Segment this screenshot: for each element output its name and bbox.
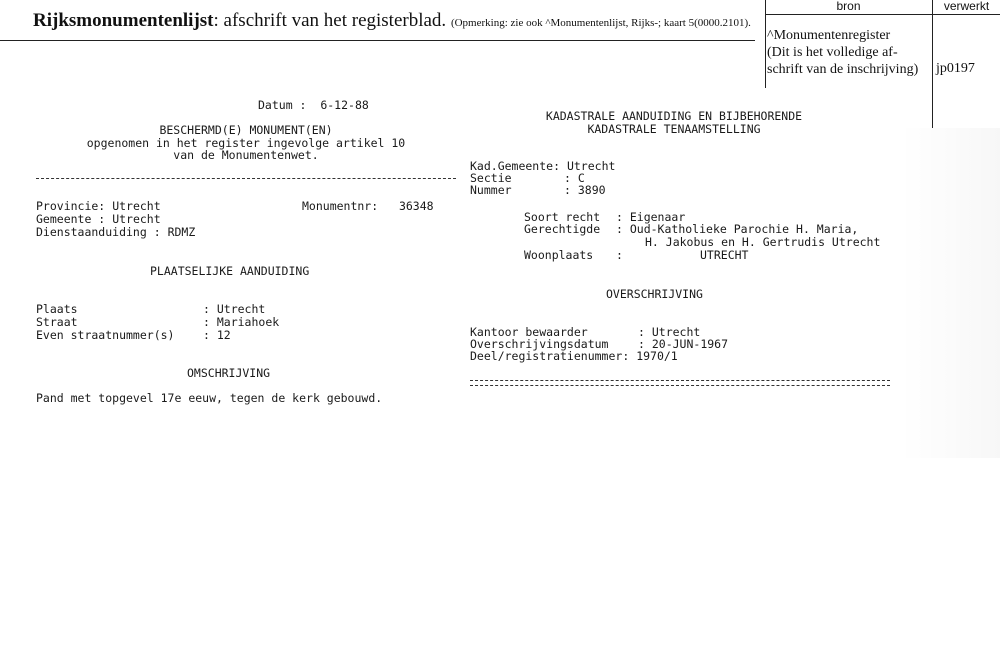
straat-value-row: : Mariahoek xyxy=(203,315,280,329)
scan-shade xyxy=(900,128,1000,458)
deel-label: Deel/registratienummer: xyxy=(470,349,630,363)
overschrijvingsdatum-value: 20-JUN-1967 xyxy=(651,337,729,351)
woonplaats-value: UTRECHT xyxy=(700,248,749,262)
straat-value: Mariahoek xyxy=(216,315,280,329)
monumentnr-label: Monumentnr: xyxy=(302,199,379,213)
even-value: 12 xyxy=(216,328,231,342)
heading-line: BESCHERMD(E) MONUMENT(EN) xyxy=(159,123,333,137)
straat-label: Straat xyxy=(36,315,78,329)
datum-value: 6-12-88 xyxy=(320,98,369,112)
monument-heading xyxy=(36,124,456,162)
gemeente-label: Gemeente : xyxy=(36,212,106,226)
overschrijvingsdatum-value-row: : 20-JUN-1967 xyxy=(638,337,729,351)
kantoor-value: Utrecht xyxy=(651,325,701,339)
gerechtigde-value-row: : Oud-Katholieke Parochie H. Maria, xyxy=(616,222,859,236)
sectie-label: Sectie xyxy=(470,171,512,185)
plaats-heading: PLAATSELIJKE AANDUIDING xyxy=(150,264,310,278)
kad-gemeente-value: Utrecht xyxy=(566,159,616,173)
nummer-value: 3890 xyxy=(577,183,606,197)
heading-line: opgenomen in het register ingevolge artikel 10 xyxy=(86,135,406,150)
source-bron-line: (Dit is het volledige af- xyxy=(767,45,898,60)
heading-line: van de Monumentenwet. xyxy=(173,148,319,162)
gerechtigde-value: Oud-Katholieke Parochie H. Maria, xyxy=(629,222,859,236)
overschrijvingsdatum-label: Overschrijvingsdatum xyxy=(470,337,609,351)
monumentnr-row xyxy=(302,200,434,213)
deel-row xyxy=(470,350,678,363)
source-bron-line: ^Monumentenregister xyxy=(767,28,891,43)
sectie-value-row: : C xyxy=(564,171,585,185)
sectie-value: C xyxy=(577,171,585,185)
soort-label: Soort recht xyxy=(524,210,601,224)
deel-value: 1970/1 xyxy=(636,349,678,363)
even-value-row: : 12 xyxy=(203,328,231,342)
header-note: (Opmerking: zie ook ^Monumentenlijst, Rijks-; kaart 5(0000.2101). xyxy=(450,17,751,29)
omschrijving-text: Pand met topgevel 17e eeuw, tegen de kerk gebouwd. xyxy=(36,391,383,405)
source-col-bron: bron xyxy=(836,0,861,13)
dienst-value: RDMZ xyxy=(167,225,196,239)
gerechtigde-value-2: H. Jakobus en H. Gertrudis Utrecht xyxy=(645,235,881,249)
kadastrale-heading xyxy=(470,110,878,135)
dienst-label: Dienstaanduiding : xyxy=(36,225,161,239)
heading-line: KADASTRALE AANDUIDING EN BIJBEHORENDE xyxy=(545,109,803,123)
source-divider-mid xyxy=(932,0,933,128)
double-dashed-divider xyxy=(470,380,890,386)
gemeente-value: Utrecht xyxy=(112,212,161,226)
provincie-value: Utrecht xyxy=(112,199,161,213)
kantoor-label: Kantoor bewaarder xyxy=(470,325,588,339)
source-header-rule xyxy=(765,14,1000,15)
source-bron-line: schrift van de inschrijving) xyxy=(767,62,919,77)
dashed-divider xyxy=(36,178,456,179)
datum-label: Datum xyxy=(258,98,293,112)
plaats-value: Utrecht xyxy=(216,302,266,316)
soort-value-row: : Eigenaar xyxy=(616,210,686,224)
omschrijving-heading: OMSCHRIJVING xyxy=(187,366,271,380)
provincie-label: Provincie: xyxy=(36,199,106,213)
title-rest: : afschrift van het registerblad. xyxy=(213,10,447,31)
source-col-verwerkt: verwerkt xyxy=(943,0,990,13)
page-title xyxy=(33,10,751,32)
source-code: jp0197 xyxy=(936,61,975,76)
title-bold: Rijksmonumentenlijst xyxy=(33,10,214,31)
woonplaats-colon: : xyxy=(616,248,623,262)
overschrijving-heading: OVERSCHRIJVING xyxy=(606,287,703,301)
nummer-value-row: : 3890 xyxy=(564,183,606,197)
plaats-label: Plaats xyxy=(36,302,78,316)
gemeente-row xyxy=(36,213,161,226)
header-rule xyxy=(0,40,755,41)
kad-gemeente-label: Kad.Gemeente: xyxy=(470,159,561,173)
woonplaats-label: Woonplaats xyxy=(524,248,594,262)
dienst-row xyxy=(36,226,195,239)
gerechtigde-label: Gerechtigde xyxy=(524,222,601,236)
heading-line: KADASTRALE TENAAMSTELLING xyxy=(587,121,761,136)
monumentnr-value: 36348 xyxy=(398,199,434,213)
datum-row: Datum : 6-12-88 xyxy=(258,98,369,112)
provincie-row xyxy=(36,200,161,213)
kantoor-value-row: : Utrecht xyxy=(638,325,701,339)
soort-value: Eigenaar xyxy=(629,210,686,224)
source-bron-text xyxy=(767,27,932,78)
plaats-value-row: : Utrecht xyxy=(203,302,266,316)
even-label: Even straatnummer(s) xyxy=(36,328,175,342)
nummer-label: Nummer xyxy=(470,183,512,197)
